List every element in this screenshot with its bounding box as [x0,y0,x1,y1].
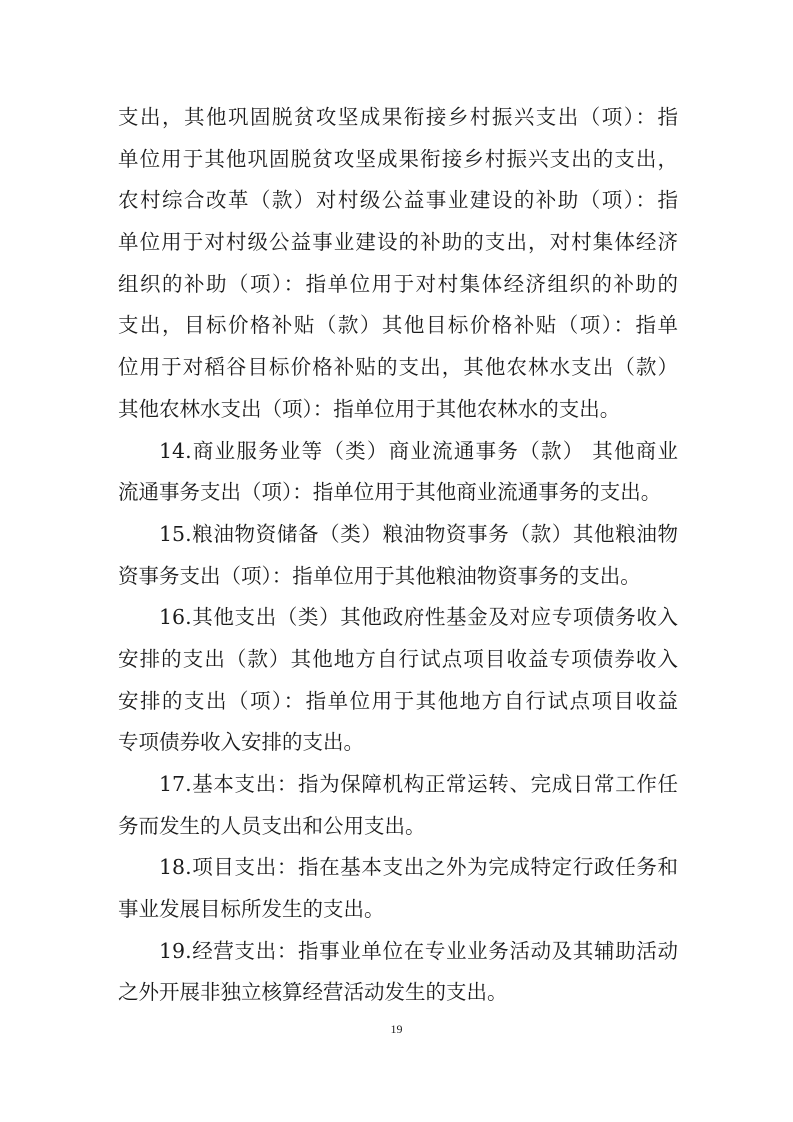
text-line: 19.经营支出：指事业单位在专业业务活动及其辅助活动 [159,938,678,963]
text-line: 流通事务支出（项）：指单位用于其他商业流通事务的支出。 [118,480,662,505]
text-line: 资事务支出（项）：指单位用于其他粮油物资事务的支出。 [118,563,641,588]
text-line: 支出，目标价格补贴（款）其他目标价格补贴（项）：指单 [118,313,678,338]
text-line: 之外开展非独立核算经营活动发生的支出。 [118,980,508,1005]
text-line: 组织的补助（项）：指单位用于对村集体经济组织的补助的 [118,271,678,296]
text-line: 18.项目支出：指在基本支出之外为完成特定行政任务和 [159,855,678,880]
page-number: 19 [390,1022,403,1036]
text-line: 单位用于对村级公益事业建设的补助的支出，对村集体经济 [118,230,678,255]
text-line: 安排的支出（款）其他地方自行试点项目收益专项债券收入 [118,646,678,671]
text-line: 17.基本支出：指为保障机构正常运转、完成日常工作任 [159,772,678,796]
text-line: 14.商业服务业等（类）商业流通事务（款） 其他商业 [159,438,678,463]
text-line: 16.其他支出（类）其他政府性基金及对应专项债务收入 [159,605,678,630]
text-line: 单位用于其他巩固脱贫攻坚成果衔接乡村振兴支出的支出， [118,146,678,171]
body-text [118,97,678,1014]
text-line: 专项债券收入安排的支出。 [118,730,364,755]
text-line: 位用于对稻谷目标价格补贴的支出，其他农林水支出（款） [118,355,678,380]
text-line: 事业发展目标所发生的支出。 [118,897,385,922]
text-line: 安排的支出（项）：指单位用于其他地方自行试点项目收益 [118,688,678,713]
text-line: 农村综合改革（款）对村级公益事业建设的补助（项）：指 [118,188,678,213]
text-line: 其他农林水支出（项）：指单位用于其他农林水的支出。 [118,396,621,421]
text-line: 务而发生的人员支出和公用支出。 [118,813,426,838]
text-line: 支出，其他巩固脱贫攻坚成果衔接乡村振兴支出（项）：指 [118,105,678,129]
text-line: 15.粮油物资储备（类）粮油物资事务（款）其他粮油物 [159,521,678,546]
